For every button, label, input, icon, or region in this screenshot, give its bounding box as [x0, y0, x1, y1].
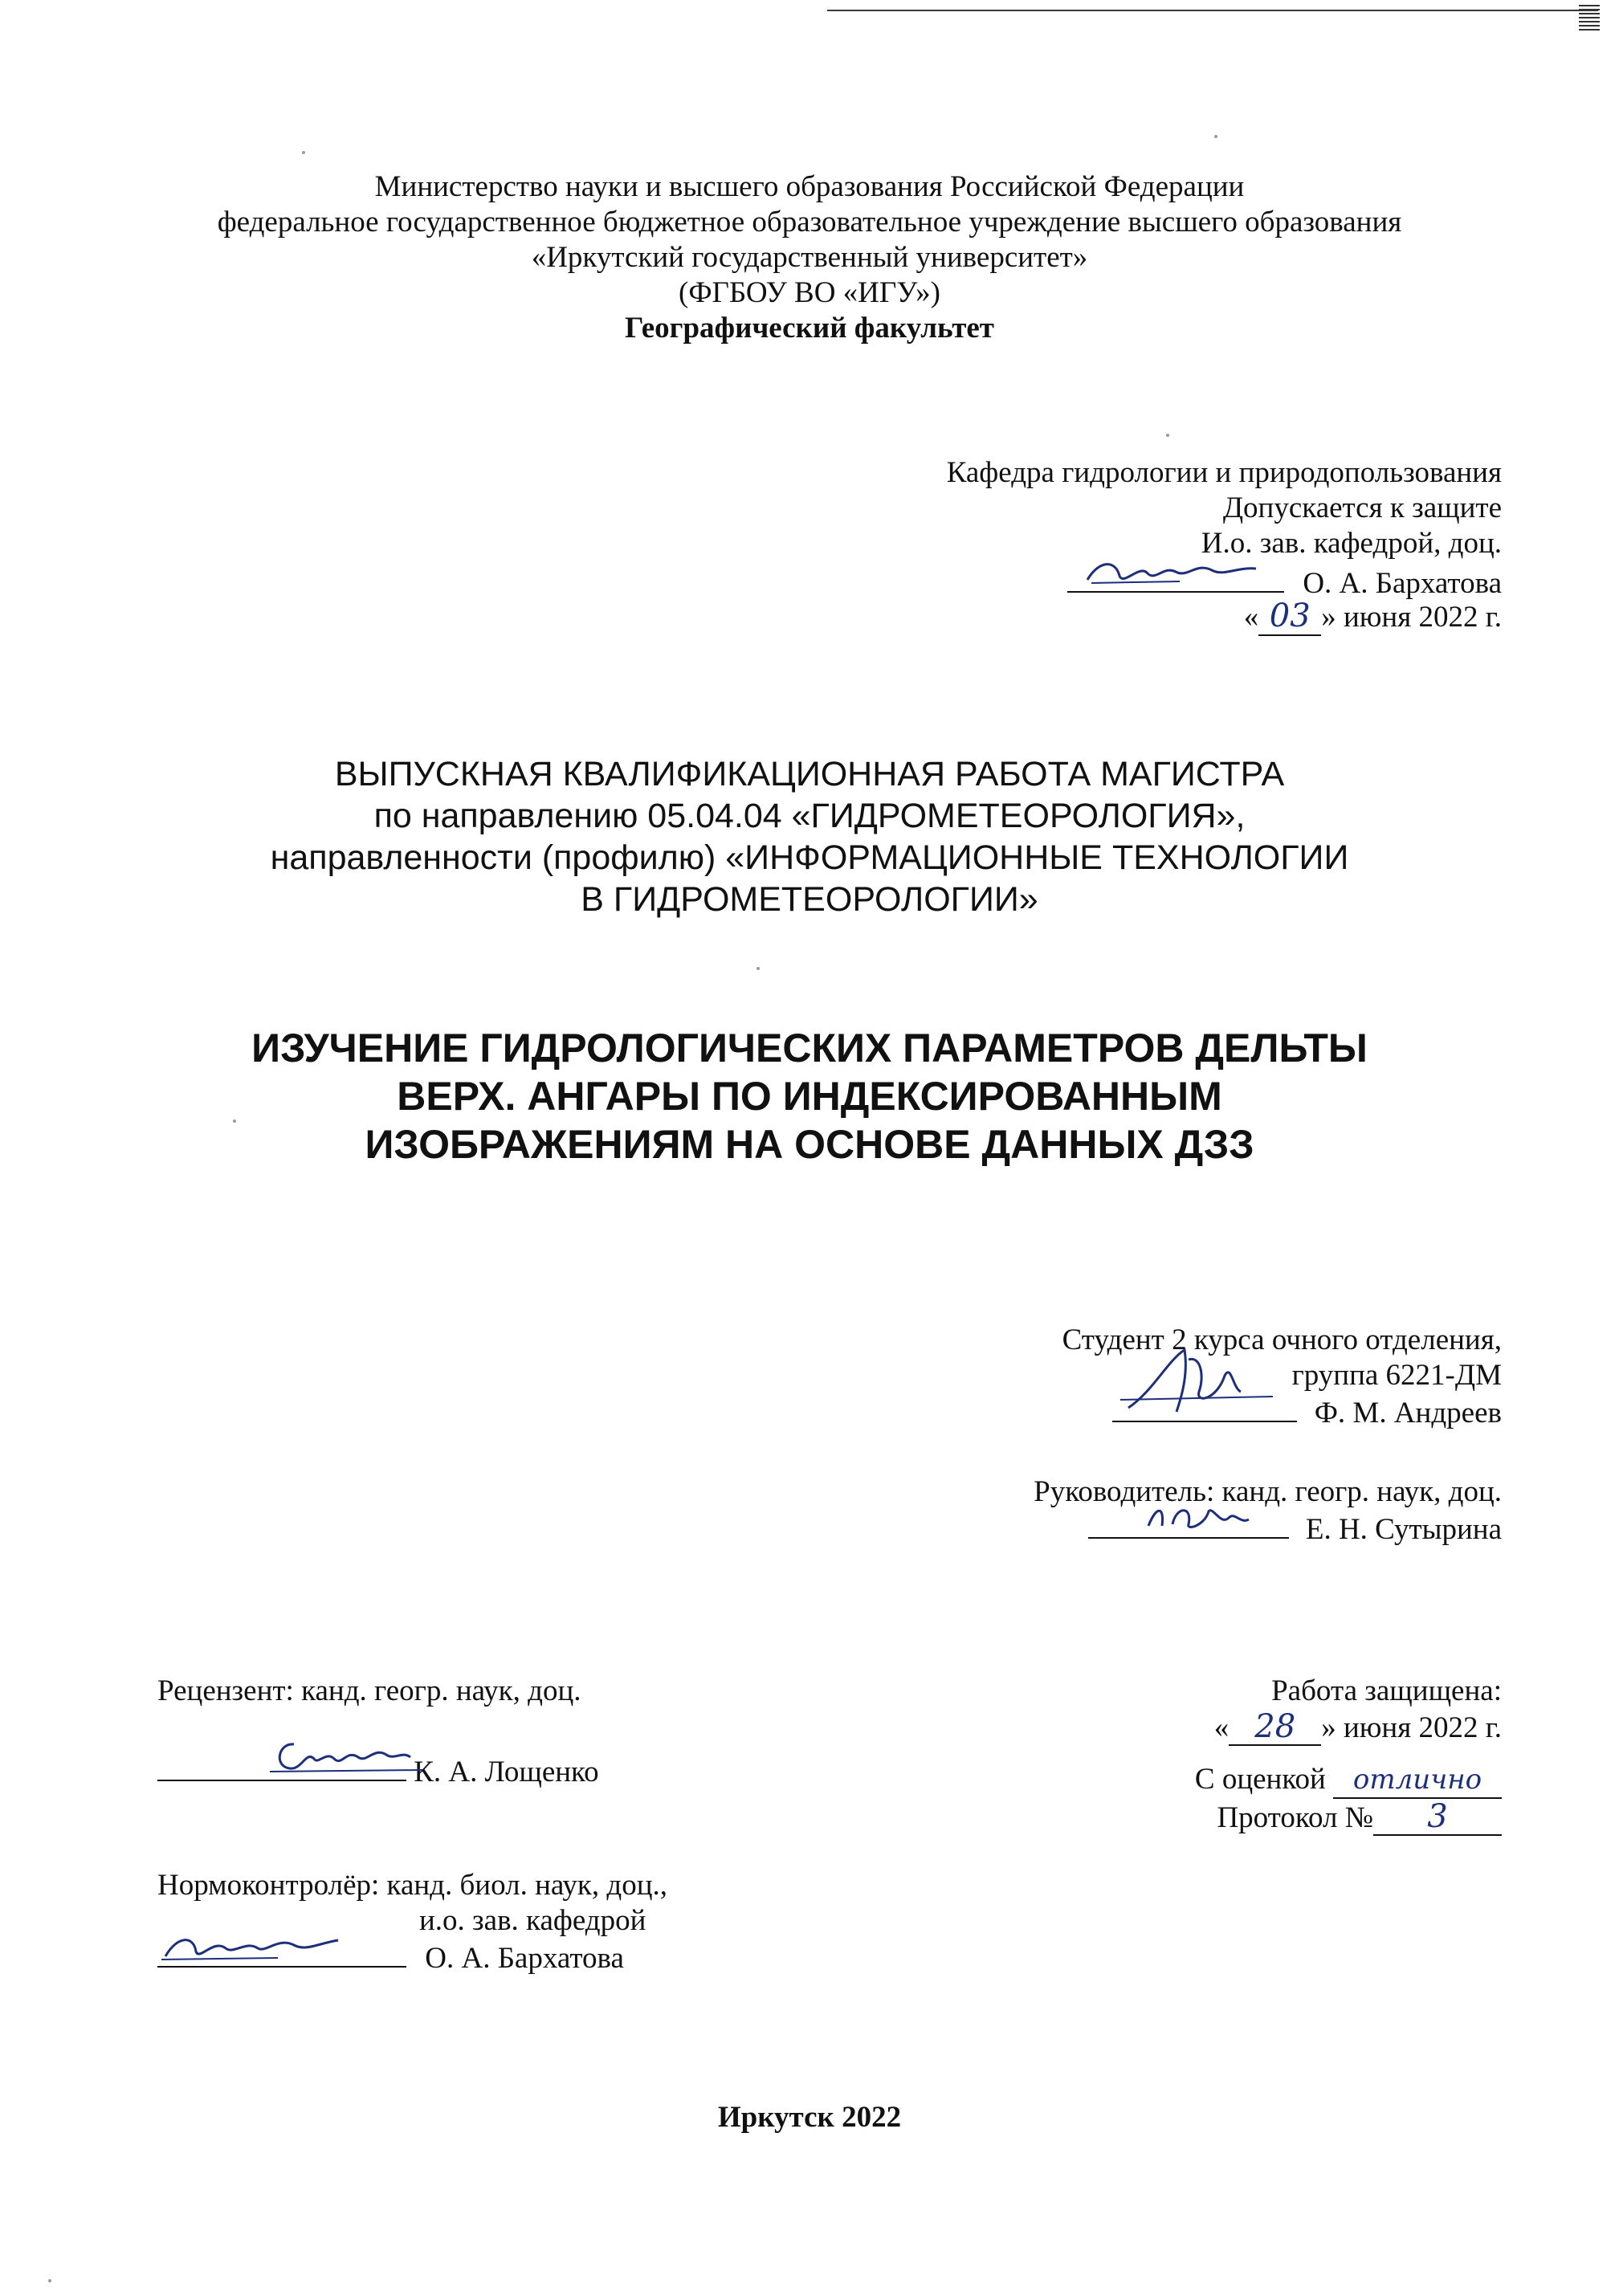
protocol-label: Протокол № — [1217, 1801, 1373, 1834]
scan-speck — [302, 151, 305, 154]
student-name: Ф. М. Андреев — [1314, 1397, 1502, 1429]
handwritten-signature-icon — [1083, 556, 1268, 588]
department-line: Кафедра гидрологии и природопользования — [946, 456, 1502, 489]
protocol-value: 3 — [1373, 1799, 1502, 1836]
title-line-3: ИЗОБРАЖЕНИЯМ НА ОСНОВЕ ДАННЫХ ДЗЗ — [365, 1122, 1254, 1167]
student-signature-field — [1112, 1393, 1297, 1422]
head-position-line: И.о. зав. кафедрой, доц. — [1201, 527, 1502, 560]
handwritten-signature-icon — [157, 1929, 350, 1964]
title-line-1: ИЗУЧЕНИЕ ГИДРОЛОГИЧЕСКИХ ПАРАМЕТРОВ ДЕЛЬТЫ — [251, 1026, 1368, 1071]
student-signature-line — [1062, 1393, 1502, 1431]
normcontrol-signature-line — [157, 1939, 667, 1976]
work-type-line-3: направленности (профилю) «ИНФОРМАЦИОННЫЕ ТЕХНОЛОГИИ — [270, 838, 1349, 877]
reviewer-signature-line — [157, 1752, 599, 1790]
supervisor-name: Е. Н. Сутырина — [1305, 1513, 1502, 1546]
student-course-line: Студент 2 курса очного отделения, — [1062, 1323, 1502, 1356]
head-signature-line — [947, 562, 1502, 600]
defense-date-open-quote: « — [1213, 1711, 1230, 1744]
reviewer-position-line: Рецензент: канд. геогр. наук, доц. — [157, 1674, 581, 1707]
approval-date-line — [947, 597, 1502, 633]
grade-value: отлично — [1333, 1762, 1502, 1799]
reviewer-signature-field — [157, 1752, 406, 1781]
normcontrol-name: О. А. Бархатова — [425, 1942, 624, 1975]
scan-speck — [233, 1119, 236, 1123]
normcontrol-position-line: Нормоконтролёр: канд. биол. наук, доц., — [157, 1869, 668, 1902]
approval-block — [947, 456, 1502, 633]
head-name: О. А. Бархатова — [1303, 567, 1502, 600]
defense-date-day: 28 — [1229, 1709, 1321, 1746]
university-line: «Иркутский государственный университет» — [531, 241, 1088, 274]
handwritten-signature-icon — [270, 1735, 430, 1775]
normcontrol-signature-field — [157, 1939, 406, 1968]
scan-speck — [756, 967, 760, 970]
protocol-line — [1195, 1799, 1502, 1836]
defense-block — [1195, 1674, 1502, 1836]
header-block — [0, 170, 1619, 347]
student-block — [1062, 1323, 1502, 1431]
grade-label: С оценкой — [1194, 1763, 1326, 1796]
defense-date-suffix: » июня 2022 г. — [1321, 1711, 1502, 1744]
university-abbr: (ФГБОУ ВО «ИГУ») — [679, 276, 940, 309]
admitted-line: Допускается к защите — [1222, 491, 1502, 524]
approval-date-suffix: » июня 2022 г. — [1321, 601, 1502, 634]
work-type-line-2: по направлению 05.04.04 «ГИДРОМЕТЕОРОЛОГИЯ», — [373, 797, 1246, 835]
title-line-2: ВЕРХ. АНГАРЫ ПО ИНДЕКСИРОВАННЫМ — [397, 1074, 1222, 1119]
faculty-line: Географический факультет — [625, 312, 994, 345]
supervisor-signature-line — [1034, 1510, 1502, 1548]
approval-date-day: 03 — [1258, 597, 1321, 636]
supervisor-signature-field — [1088, 1510, 1289, 1539]
thesis-title — [0, 1026, 1619, 1170]
work-type-line-4: В ГИДРОМЕТЕОРОЛОГИИ» — [581, 880, 1038, 919]
work-type-block — [0, 755, 1619, 922]
reviewer-block — [157, 1674, 599, 1790]
date-open-quote: « — [1243, 601, 1259, 634]
scan-edge-line — [827, 10, 1598, 11]
student-group-line: группа 6221-ДМ — [1291, 1359, 1502, 1392]
scan-edge-mark — [1579, 5, 1600, 32]
ministry-line: Министерство науки и высшего образования Российской Федерации — [374, 170, 1245, 203]
institution-line: федеральное государственное бюджетное образовательное учреждение высшего образования — [217, 206, 1402, 239]
normcontrol-position-line-2: и.о. зав. кафедрой — [419, 1904, 646, 1937]
normcontrol-block — [157, 1868, 667, 1976]
city-year: Иркутск 2022 — [717, 2101, 902, 2134]
supervisor-block — [1034, 1474, 1502, 1548]
scan-speck — [1166, 434, 1169, 437]
grade-line — [1195, 1762, 1502, 1799]
supervisor-position-line: Руководитель: канд. геогр. наук, доц. — [1034, 1475, 1502, 1508]
reviewer-name: К. А. Лощенко — [414, 1756, 599, 1788]
scan-speck — [1214, 135, 1217, 138]
handwritten-signature-icon — [1112, 1344, 1289, 1416]
signature-field — [1067, 562, 1284, 593]
scan-speck — [48, 2279, 51, 2282]
defense-date-line — [1195, 1709, 1502, 1746]
defense-label: Работа защищена: — [1271, 1674, 1502, 1707]
work-type-line-1: ВЫПУСКНАЯ КВАЛИФИКАЦИОННАЯ РАБОТА МАГИСТРА — [334, 755, 1285, 793]
handwritten-signature-icon — [1144, 1502, 1289, 1534]
